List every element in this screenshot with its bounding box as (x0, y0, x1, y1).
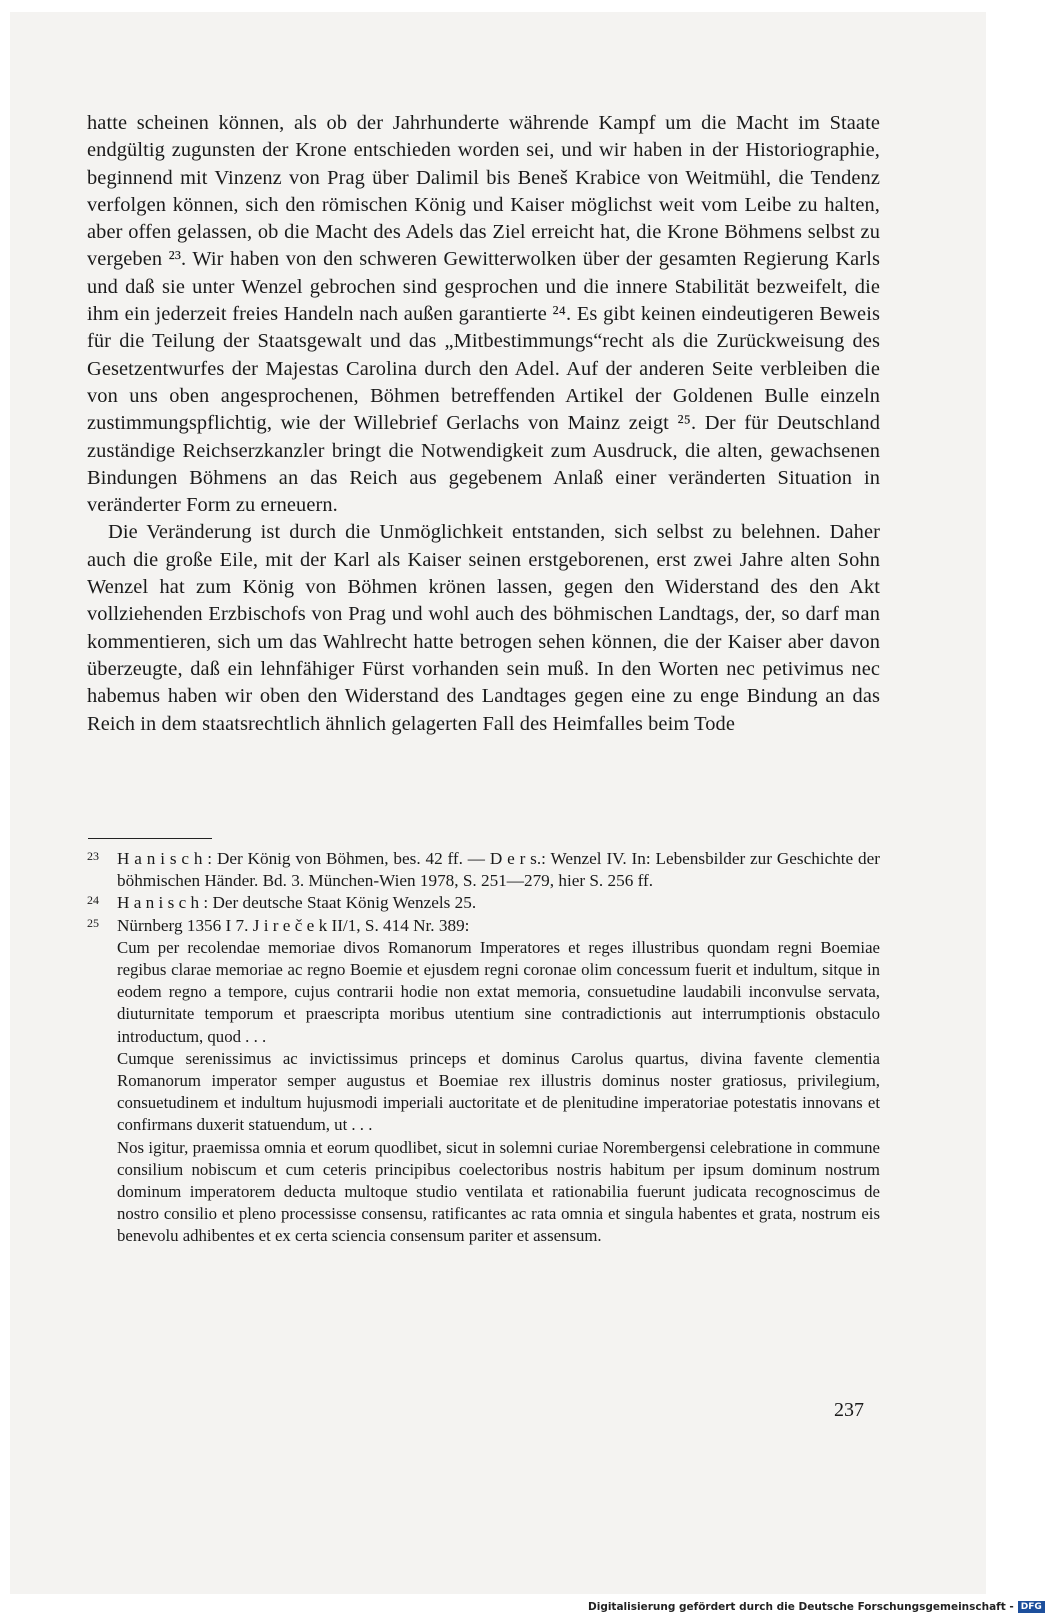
main-text (87, 110, 880, 738)
footnote-number: 25 (87, 915, 99, 930)
latin-quote-2: Cumque serenissimus ac invictissimus princeps et dominus Carolus quartus, divina favente clementia Romanorum imperator semper augustus et Boemiae rex illustris dominus noster gratiosus, privilegium, consuetudinem et indultum hujusmodi imperiali auctoritate et de plenitudine imperatoriae potestatis innovans et confirmans duxerit statuendum, ut . . . (117, 1048, 880, 1135)
page-number: 237 (834, 1399, 864, 1421)
dfg-logo: DFG (1018, 1601, 1045, 1613)
footnote-text: H a n i s c h : Der König von Böhmen, bes. 42 ff. — D e r s.: Wenzel IV. In: Lebensbilder zur Geschichte der böhmischen Händer. Bd. 3. München-Wien 1978, S. 251—279, hier S. 256 ff. (117, 849, 880, 891)
footnote-25 (87, 915, 880, 937)
footnotes (87, 848, 880, 1248)
footnote-number: 23 (87, 849, 99, 863)
footnote-23 (87, 848, 880, 892)
paragraph-2: Die Veränderung ist durch die Unmöglichkeit entstanden, sich selbst zu belehnen. Daher auch die große Eile, mit der Karl als Kaiser seinen erstgeborenen, erst zwei Jahre alten Sohn Wenzel hat zum König von Böhmen krönen lassen, gegen den Widerstand des den Akt vollziehenden Erzbischofs von Prag und wohl auch des böhmischen Landtags, der, so darf man kommentieren, sich um das Wahlrecht hatte betrogen sehen können, die der Kaiser aber davon überzeugte, daß ein lehnfähiger Fürst vorhanden sein muß. In den Worten nec petivimus nec habemus haben wir oben den Widerstand des Landtages gegen eine zu enge Bindung an das Reich in dem staatsrechtlich ähnlich gelagerten Fall des Heimfalles beim Tode (87, 521, 880, 735)
latin-quote-1: Cum per recolendae memoriae divos Romanorum Imperatores et reges illustribus quondam regni Boemiae regibus clarae memoriae ac regno Boemie et ejusdem regni coronae olim concessum fuerit et indultum, sitque in eodem regno a tempore, cujus contrarii hodie non extat memoria, consuetudine laudabili inconvulse servata, diuturnitate temporum et praescripta moribus utentium sine contradictionis aut interrumptionis obstaculo introductum, quod . . . (117, 937, 880, 1046)
paragraph-1: hatte scheinen können, als ob der Jahrhunderte währende Kampf um die Macht im Staate endgültig zugunsten der Krone entschieden worden sei, und wir haben in der Historiographie, beginnend mit Vinzenz von Prag über Dalimil bis Beneš Krabice von Weitmühl, die Tendenz verfolgen können, sich den römischen König und Kaiser möglichst weit vom Leibe zu halten, aber offen gelassen, ob die Macht des Adels das Ziel erreicht hat, die Krone Böhmens selbst zu vergeben ²³. Wir haben von den schweren Gewitterwolken über der gesamten Regierung Karls und daß sie unter Wenzel gebrochen sind gesprochen und die innere Stabilität bezweifelt, die ihm ein jederzeit freies Handeln nach außen garantierte ²⁴. Es gibt keinen eindeutigeren Beweis für die Teilung der Staatsgewalt und das „Mitbestimmungs“recht als die Zurückweisung des Gesetzentwurfes der Majestas Carolina durch den Adel. Auf der anderen Seite verbleiben die von uns oben angesprochenen, Böhmen betreffenden Artikel der Goldenen Bulle einzeln zustimmungspflichtig, wie der Willebrief Gerlachs von Mainz zeigt ²⁵. Der für Deutschland zuständige Reichserzkanzler bringt die Notwendigkeit zum Ausdruck, die alten, gewachsenen Bindungen Böhmens an das Reich aus gegebenem Anlaß einer veränderten Situation in veränderter Form zu erneuern. (87, 112, 880, 517)
latin-quote-3: Nos igitur, praemissa omnia et eorum quodlibet, sicut in solemni curiae Norembergensi celebratione in commune consilium nobiscum et cum ceteris principibus coelectoribus nostris habitum per ipsum dominum nostrum dominum imperatorem deducta multoque studio ventilata et rationabilia fuerunt judicata recognoscimus de nostro consilio et pleno processisse consensu, ratificantes ac rata omnia et singula habentes et grata, nostrum eis benevolu adhibentes et ex certa sciencia consensum pariter et assensum. (117, 1137, 880, 1246)
credit-text: Digitalisierung gefördert durch die Deutsche Forschungsgemeinschaft - (588, 1601, 1014, 1613)
footnote-text: Nürnberg 1356 I 7. J i r e č e k II/1, S. 414 Nr. 389: (117, 915, 470, 935)
digitization-credit (588, 1601, 1045, 1613)
footnote-text: H a n i s c h : Der deutsche Staat König Wenzels 25. (117, 893, 477, 913)
footnote-24 (87, 892, 880, 914)
footnote-number: 24 (87, 893, 99, 908)
footnote-separator (88, 838, 212, 839)
